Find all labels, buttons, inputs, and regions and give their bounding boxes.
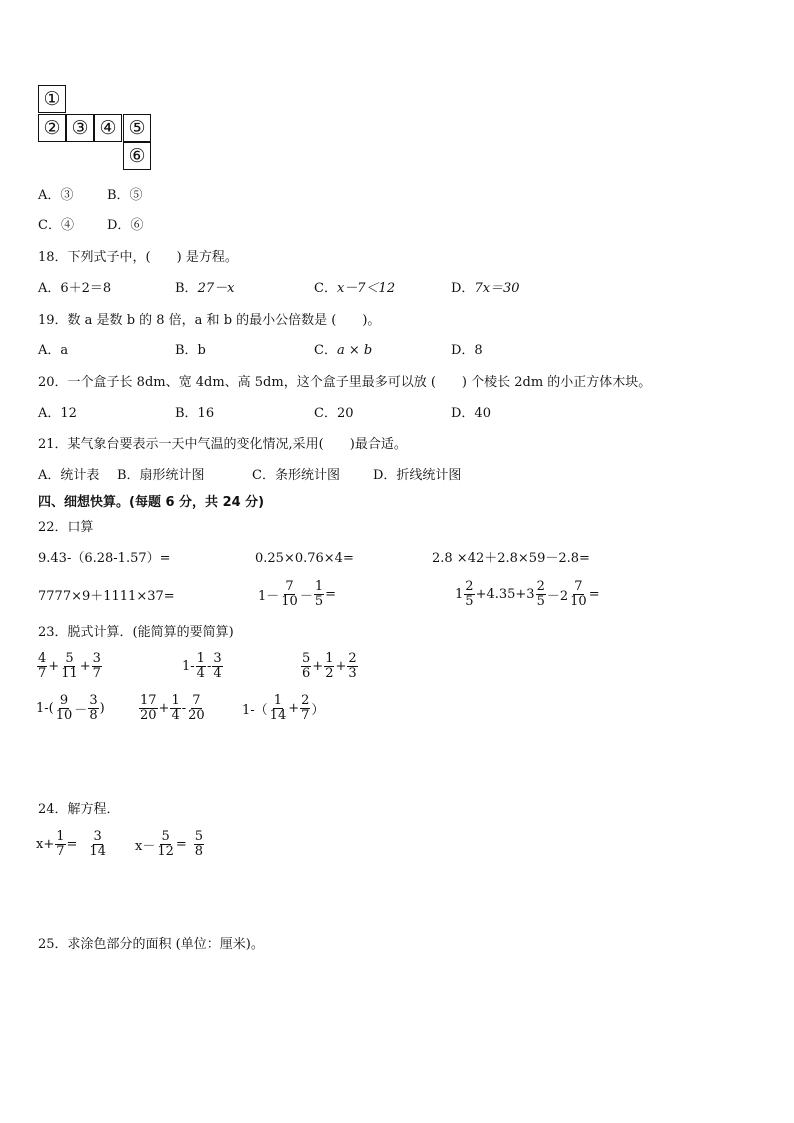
fraction: $\frac{1}{4}$ — [196, 651, 205, 681]
fraction: $\frac{1}{5}$ — [314, 579, 324, 609]
q24-equation-1: x+ $\frac{1}{7}$ = $\frac{3}{14}$ — [36, 829, 106, 859]
q20-option-a: A．12 — [38, 406, 77, 421]
q18-stem: 18．下列式子中，( ) 是方程。 — [38, 250, 238, 265]
q17-option-d: D．⑥ — [107, 218, 144, 233]
fraction: $\frac{7}{10}$ — [570, 579, 587, 609]
q22-expr-1: 9.43-（6.28-1.57）= — [38, 551, 171, 566]
q19-option-c: C．a × b — [314, 343, 373, 358]
net-cell-5: ⑤ — [123, 114, 151, 142]
q23-expr-6: 1-（ $\frac{1}{14}$ + $\frac{2}{7}$ ） — [242, 693, 325, 723]
q23-expr-2: 1- $\frac{1}{4}$ - $\frac{3}{4}$ — [182, 651, 222, 681]
q20-option-b: B．16 — [175, 406, 215, 421]
q20-option-d: D．40 — [451, 406, 491, 421]
q19-option-d: D．8 — [451, 343, 483, 358]
fraction: $\frac{3}{8}$ — [89, 693, 98, 723]
q17-option-b: B．⑤ — [107, 188, 143, 203]
q17-option-c: C．④ — [38, 218, 74, 233]
net-cell-4: ④ — [94, 114, 122, 142]
net-cell-6: ⑥ — [123, 142, 151, 170]
q22-expr-6: 1 $\frac{2}{5}$ +4.35+3 $\frac{2}{5}$ －2 $\frac{7}{10}$ = — [455, 579, 600, 609]
fraction: $\frac{2}{7}$ — [301, 693, 310, 723]
q24-stem: 24．解方程． — [38, 802, 120, 817]
fraction: $\frac{1}{2}$ — [325, 651, 334, 681]
q22-expr-5: 1－ $\frac{7}{10}$ － $\frac{1}{5}$ = — [258, 579, 337, 609]
net-cell-1: ① — [38, 85, 66, 113]
q25-stem: 25．求涂色部分的面积 (单位：厘米)。 — [38, 937, 264, 952]
fraction: $\frac{5}{11}$ — [61, 651, 78, 681]
q21-option-d: D．折线统计图 — [373, 468, 462, 483]
q23-expr-1: $\frac{4}{7}$ + $\frac{5}{11}$ + $\frac{3}{7}$ — [38, 651, 101, 681]
fraction: $\frac{3}{7}$ — [92, 651, 101, 681]
q23-expr-4: 1-( $\frac{9}{10}$ － $\frac{3}{8}$ ) — [36, 693, 105, 723]
q24-equation-2: x－ $\frac{5}{12}$ = $\frac{5}{8}$ — [135, 829, 204, 859]
q19-option-a: A．a — [38, 343, 69, 358]
fraction: $\frac{4}{7}$ — [38, 651, 47, 681]
q21-option-a: A．统计表 — [38, 468, 100, 483]
fraction: $\frac{2}{5}$ — [465, 579, 474, 609]
q22-expr-4: 7777×9＋1111×37= — [38, 589, 175, 604]
fraction: $\frac{1}{14}$ — [269, 693, 287, 723]
q23-stem: 23．脱式计算．(能简算的要简算) — [38, 625, 234, 640]
fraction: $\frac{17}{20}$ — [140, 693, 157, 723]
q20-stem: 20．一个盒子长 8dm、宽 4dm、高 5dm，这个盒子里最多可以放 ( ) 个棱长 2dm 的小正方体木块。 — [38, 375, 652, 390]
fraction: $\frac{7}{20}$ — [188, 693, 205, 723]
fraction: $\frac{5}{12}$ — [157, 829, 174, 859]
q23-expr-5: $\frac{17}{20}$ + $\frac{1}{4}$ - $\frac{7}{20}$ — [140, 693, 205, 723]
fraction: $\frac{5}{6}$ — [302, 651, 311, 681]
q22-stem: 22．口算 — [38, 520, 94, 535]
q21-option-c: C．条形统计图 — [252, 468, 340, 483]
q18-option-a: A．6＋2＝8 — [38, 281, 112, 296]
q22-expr-3: 2.8 ×42＋2.8×59－2.8= — [432, 551, 590, 566]
q19-stem: 19．数 a 是数 b 的 8 倍，a 和 b 的最小公倍数是 ( )。 — [38, 313, 381, 328]
fraction: $\frac{2}{5}$ — [536, 579, 545, 609]
fraction: $\frac{5}{8}$ — [194, 829, 204, 859]
q20-option-c: C．20 — [314, 406, 354, 421]
fraction: $\frac{1}{7}$ — [56, 829, 65, 859]
fraction: $\frac{3}{4}$ — [213, 651, 222, 681]
q23-expr-3: $\frac{5}{6}$ + $\frac{1}{2}$ + $\frac{2}{3}$ — [302, 651, 357, 681]
net-cell-2: ② — [38, 114, 66, 142]
q21-stem: 21．某气象台要表示一天中气温的变化情况,采用( )最合适。 — [38, 437, 407, 452]
fraction: $\frac{7}{10}$ — [281, 579, 298, 609]
q18-option-c: C．x－7＜12 — [314, 281, 396, 296]
q18-option-d: D．7x＝30 — [451, 281, 520, 296]
cube-net-figure — [38, 85, 152, 171]
fraction: $\frac{3}{14}$ — [89, 829, 106, 859]
section-title: 四、细想快算。(每题 6 分，共 24 分) — [38, 495, 265, 510]
q18-option-b: B．27－x — [175, 281, 235, 296]
q21-option-b: B．扇形统计图 — [117, 468, 205, 483]
fraction: $\frac{2}{3}$ — [348, 651, 357, 681]
fraction: $\frac{1}{4}$ — [171, 693, 180, 723]
fraction: $\frac{9}{10}$ — [55, 693, 73, 723]
q22-expr-2: 0.25×0.76×4= — [255, 551, 354, 566]
net-cell-3: ③ — [66, 114, 94, 142]
q17-option-a: A．③ — [38, 188, 74, 203]
q19-option-b: B．b — [175, 343, 206, 358]
